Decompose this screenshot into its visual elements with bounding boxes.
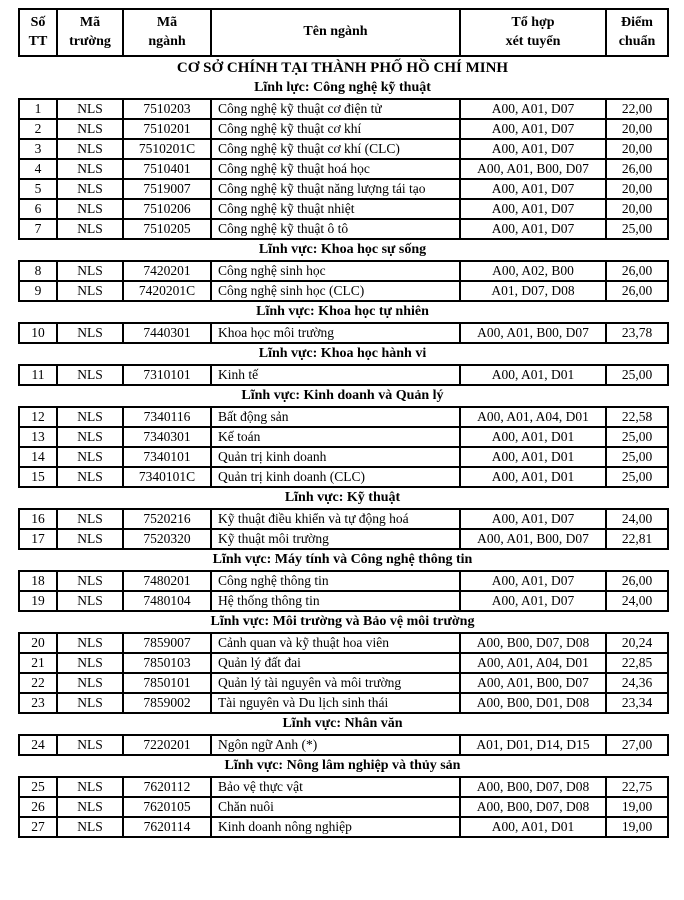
- cell-stt: 10: [19, 323, 57, 343]
- cell-stt: 25: [19, 777, 57, 797]
- cell-stt: 5: [19, 179, 57, 199]
- cell-stt: 9: [19, 281, 57, 301]
- campus-title: CƠ SỞ CHÍNH TẠI THÀNH PHỐ HỒ CHÍ MINH: [176, 60, 509, 76]
- cell-ma_truong: NLS: [57, 365, 123, 385]
- column-header-row: [19, 9, 668, 56]
- section-title: Lĩnh vực: Môi trường và Bảo vệ môi trường: [210, 614, 475, 629]
- cell-stt: 27: [19, 817, 57, 837]
- cell-ma_truong: NLS: [57, 219, 123, 239]
- table-row: [19, 591, 668, 611]
- cell-diem_chuan: 20,00: [606, 139, 668, 159]
- cell-diem_chuan: 24,00: [606, 591, 668, 611]
- table-row: [19, 797, 668, 817]
- cell-to_hop: A00, A01, D07: [460, 99, 606, 119]
- cell-ma_nganh: 7510203: [123, 99, 211, 119]
- table-row: [19, 261, 668, 281]
- cell-ten_nganh: Ngôn ngữ Anh (*): [211, 735, 460, 755]
- cell-to_hop: A00, A01, D01: [460, 467, 606, 487]
- cell-ma_truong: NLS: [57, 777, 123, 797]
- cell-ten_nganh: Tài nguyên và Du lịch sinh thái: [211, 693, 460, 713]
- table-row: [19, 693, 668, 713]
- cell-diem_chuan: 19,00: [606, 817, 668, 837]
- cell-ten_nganh: Công nghệ kỹ thuật nhiệt: [211, 199, 460, 219]
- cell-ma_truong: NLS: [57, 281, 123, 301]
- cell-ma_truong: NLS: [57, 447, 123, 467]
- column-header-diem_chuan: Điểm chuẩn: [606, 9, 668, 56]
- cell-to_hop: A00, A01, B00, D07: [460, 323, 606, 343]
- cell-stt: 8: [19, 261, 57, 281]
- cell-diem_chuan: 26,00: [606, 159, 668, 179]
- cell-diem_chuan: 22,85: [606, 653, 668, 673]
- cell-to_hop: A01, D07, D08: [460, 281, 606, 301]
- cell-ten_nganh: Quản lý đất đai: [211, 653, 460, 673]
- cell-diem_chuan: 24,36: [606, 673, 668, 693]
- section-title: Lĩnh vực: Nhân văn: [282, 716, 403, 731]
- cell-ma_nganh: 7620105: [123, 797, 211, 817]
- cell-ma_nganh: 7310101: [123, 365, 211, 385]
- cell-ma_truong: NLS: [57, 797, 123, 817]
- cell-ten_nganh: Quản trị kinh doanh: [211, 447, 460, 467]
- table-row: [19, 159, 668, 179]
- cell-to_hop: A00, A01, D07: [460, 219, 606, 239]
- cell-ma_truong: NLS: [57, 199, 123, 219]
- cell-to_hop: A00, A01, D07: [460, 139, 606, 159]
- table-row: [19, 467, 668, 487]
- table-row: [19, 509, 668, 529]
- cell-ma_truong: NLS: [57, 633, 123, 653]
- cell-diem_chuan: 23,78: [606, 323, 668, 343]
- cell-ma_nganh: 7480201: [123, 571, 211, 591]
- cell-ma_truong: NLS: [57, 673, 123, 693]
- cell-diem_chuan: 22,75: [606, 777, 668, 797]
- cell-stt: 15: [19, 467, 57, 487]
- cell-ten_nganh: Kế toán: [211, 427, 460, 447]
- cell-stt: 18: [19, 571, 57, 591]
- cell-diem_chuan: 25,00: [606, 219, 668, 239]
- section-table: [18, 570, 669, 612]
- cell-diem_chuan: 25,00: [606, 365, 668, 385]
- cell-ma_truong: NLS: [57, 119, 123, 139]
- cell-ten_nganh: Công nghệ kỹ thuật hoá học: [211, 159, 460, 179]
- cell-to_hop: A01, D01, D14, D15: [460, 735, 606, 755]
- cell-ma_truong: NLS: [57, 99, 123, 119]
- cell-stt: 11: [19, 365, 57, 385]
- cell-to_hop: A00, B00, D07, D08: [460, 797, 606, 817]
- cell-stt: 21: [19, 653, 57, 673]
- column-header-to_hop: Tổ hợp xét tuyển: [460, 9, 606, 56]
- cell-to_hop: A00, A01, D01: [460, 365, 606, 385]
- cell-to_hop: A00, A02, B00: [460, 261, 606, 281]
- cell-ma_nganh: 7520320: [123, 529, 211, 549]
- cell-diem_chuan: 22,81: [606, 529, 668, 549]
- cell-diem_chuan: 27,00: [606, 735, 668, 755]
- section-title: Lĩnh vực: Khoa học sự sống: [258, 242, 427, 257]
- section-title: Lĩnh vực: Kinh doanh và Quản lý: [241, 388, 444, 403]
- cell-to_hop: A00, A01, A04, D01: [460, 407, 606, 427]
- table-row: [19, 199, 668, 219]
- cell-to_hop: A00, B00, D01, D08: [460, 693, 606, 713]
- cell-stt: 4: [19, 159, 57, 179]
- cell-stt: 20: [19, 633, 57, 653]
- cell-ma_nganh: 7340116: [123, 407, 211, 427]
- cell-diem_chuan: 25,00: [606, 427, 668, 447]
- cell-diem_chuan: 26,00: [606, 261, 668, 281]
- section-table: [18, 406, 669, 488]
- cell-ma_nganh: 7850101: [123, 673, 211, 693]
- cell-ma_truong: NLS: [57, 323, 123, 343]
- cell-diem_chuan: 26,00: [606, 571, 668, 591]
- cell-ten_nganh: Công nghệ sinh học: [211, 261, 460, 281]
- cell-ma_nganh: 7859002: [123, 693, 211, 713]
- cell-ma_nganh: 7850103: [123, 653, 211, 673]
- cell-ten_nganh: Kỹ thuật điều khiển và tự động hoá: [211, 509, 460, 529]
- cell-to_hop: A00, A01, B00, D07: [460, 529, 606, 549]
- cell-stt: 26: [19, 797, 57, 817]
- cell-stt: 12: [19, 407, 57, 427]
- cell-stt: 7: [19, 219, 57, 239]
- cell-ten_nganh: Công nghệ kỹ thuật ô tô: [211, 219, 460, 239]
- cell-diem_chuan: 26,00: [606, 281, 668, 301]
- cell-ten_nganh: Chăn nuôi: [211, 797, 460, 817]
- cell-ma_nganh: 7420201: [123, 261, 211, 281]
- cell-ma_nganh: 7510206: [123, 199, 211, 219]
- cell-ten_nganh: Kinh tế: [211, 365, 460, 385]
- cell-to_hop: A00, A01, B00, D07: [460, 159, 606, 179]
- section-title: Lĩnh vực: Nông lâm nghiệp và thủy sản: [224, 758, 461, 773]
- cell-ma_nganh: 7520216: [123, 509, 211, 529]
- cell-ma_nganh: 7340101: [123, 447, 211, 467]
- section-table: [18, 98, 669, 240]
- section-title: Lĩnh vực: Máy tính và Công nghệ thông tin: [212, 552, 473, 567]
- cell-stt: 13: [19, 427, 57, 447]
- cell-ma_truong: NLS: [57, 179, 123, 199]
- table-row: [19, 817, 668, 837]
- cell-ma_nganh: 7510201C: [123, 139, 211, 159]
- cell-ten_nganh: Công nghệ kỹ thuật năng lượng tái tạo: [211, 179, 460, 199]
- cell-ten_nganh: Công nghệ thông tin: [211, 571, 460, 591]
- column-header-ma_truong: Mã trường: [57, 9, 123, 56]
- cell-diem_chuan: 22,58: [606, 407, 668, 427]
- cell-to_hop: A00, A01, D01: [460, 447, 606, 467]
- cell-to_hop: A00, B00, D07, D08: [460, 633, 606, 653]
- cell-ma_truong: NLS: [57, 427, 123, 447]
- cell-ma_nganh: 7510201: [123, 119, 211, 139]
- section-table: [18, 322, 669, 344]
- cell-ma_nganh: 7340101C: [123, 467, 211, 487]
- cell-ma_nganh: 7480104: [123, 591, 211, 611]
- column-header-ten_nganh: Tên ngành: [211, 9, 460, 56]
- cell-ten_nganh: Hệ thống thông tin: [211, 591, 460, 611]
- table-row: [19, 281, 668, 301]
- cell-ten_nganh: Quản trị kinh doanh (CLC): [211, 467, 460, 487]
- cell-ma_truong: NLS: [57, 407, 123, 427]
- cell-stt: 17: [19, 529, 57, 549]
- cell-to_hop: A00, A01, D01: [460, 427, 606, 447]
- cell-ten_nganh: Khoa học môi trường: [211, 323, 460, 343]
- cell-stt: 16: [19, 509, 57, 529]
- section-table: [18, 508, 669, 550]
- cell-ma_nganh: 7220201: [123, 735, 211, 755]
- cell-stt: 22: [19, 673, 57, 693]
- cell-diem_chuan: 20,00: [606, 119, 668, 139]
- cell-to_hop: A00, A01, A04, D01: [460, 653, 606, 673]
- cell-ma_truong: NLS: [57, 735, 123, 755]
- cell-ma_nganh: 7440301: [123, 323, 211, 343]
- cell-stt: 14: [19, 447, 57, 467]
- table-row: [19, 735, 668, 755]
- cell-ma_truong: NLS: [57, 817, 123, 837]
- section-table: [18, 776, 669, 838]
- cell-stt: 23: [19, 693, 57, 713]
- cell-stt: 3: [19, 139, 57, 159]
- table-row: [19, 447, 668, 467]
- cell-stt: 2: [19, 119, 57, 139]
- section-title: Lĩnh vực: Khoa học hành vi: [258, 346, 427, 361]
- cell-ma_truong: NLS: [57, 139, 123, 159]
- cell-ten_nganh: Quản lý tài nguyên và môi trường: [211, 673, 460, 693]
- cell-ten_nganh: Bảo vệ thực vật: [211, 777, 460, 797]
- cell-to_hop: A00, A01, D07: [460, 571, 606, 591]
- table-row: [19, 571, 668, 591]
- cell-ten_nganh: Cảnh quan và kỹ thuật hoa viên: [211, 633, 460, 653]
- cell-diem_chuan: 22,00: [606, 99, 668, 119]
- cell-to_hop: A00, B00, D07, D08: [460, 777, 606, 797]
- cell-ten_nganh: Công nghệ kỹ thuật cơ điện tử: [211, 99, 460, 119]
- cell-to_hop: A00, A01, B00, D07: [460, 673, 606, 693]
- cell-to_hop: A00, A01, D07: [460, 509, 606, 529]
- table-row: [19, 633, 668, 653]
- table-row: [19, 653, 668, 673]
- cell-ten_nganh: Công nghệ kỹ thuật cơ khí: [211, 119, 460, 139]
- cell-ten_nganh: Kinh doanh nông nghiệp: [211, 817, 460, 837]
- cell-ma_truong: NLS: [57, 693, 123, 713]
- table-row: [19, 119, 668, 139]
- table-row: [19, 529, 668, 549]
- cell-diem_chuan: 19,00: [606, 797, 668, 817]
- cell-ten_nganh: Công nghệ kỹ thuật cơ khí (CLC): [211, 139, 460, 159]
- cell-diem_chuan: 20,00: [606, 179, 668, 199]
- table-row: [19, 673, 668, 693]
- cell-to_hop: A00, A01, D07: [460, 591, 606, 611]
- cell-ma_nganh: 7510401: [123, 159, 211, 179]
- table-row: [19, 407, 668, 427]
- cell-diem_chuan: 25,00: [606, 447, 668, 467]
- table-row: [19, 179, 668, 199]
- cell-ma_truong: NLS: [57, 591, 123, 611]
- cell-ma_truong: NLS: [57, 571, 123, 591]
- cell-ten_nganh: Bất động sản: [211, 407, 460, 427]
- section-title: Lĩnh lực: Công nghệ kỹ thuật: [254, 80, 431, 95]
- cell-stt: 6: [19, 199, 57, 219]
- table-row: [19, 365, 668, 385]
- cell-stt: 19: [19, 591, 57, 611]
- cell-to_hop: A00, A01, D01: [460, 817, 606, 837]
- cell-ma_truong: NLS: [57, 529, 123, 549]
- section-title: Lĩnh vực: Kỹ thuật: [284, 490, 401, 505]
- table-row: [19, 139, 668, 159]
- table-row: [19, 777, 668, 797]
- cell-diem_chuan: 23,34: [606, 693, 668, 713]
- cell-ma_truong: NLS: [57, 159, 123, 179]
- cell-diem_chuan: 25,00: [606, 467, 668, 487]
- cell-ma_truong: NLS: [57, 509, 123, 529]
- cell-to_hop: A00, A01, D07: [460, 179, 606, 199]
- column-header-table: [18, 8, 669, 57]
- table-row: [19, 219, 668, 239]
- cell-ma_nganh: 7620114: [123, 817, 211, 837]
- cell-ma_nganh: 7620112: [123, 777, 211, 797]
- column-header-ma_nganh: Mã ngành: [123, 9, 211, 56]
- section-table: [18, 632, 669, 714]
- section-table: [18, 734, 669, 756]
- cell-ma_nganh: 7519007: [123, 179, 211, 199]
- cell-ma_nganh: 7510205: [123, 219, 211, 239]
- section-title: Lĩnh vực: Khoa học tự nhiên: [256, 304, 429, 319]
- cell-ma_truong: NLS: [57, 653, 123, 673]
- cell-to_hop: A00, A01, D07: [460, 119, 606, 139]
- table-row: [19, 99, 668, 119]
- cell-diem_chuan: 24,00: [606, 509, 668, 529]
- cell-stt: 24: [19, 735, 57, 755]
- section-table: [18, 260, 669, 302]
- cell-ten_nganh: Công nghệ sinh học (CLC): [211, 281, 460, 301]
- cell-ma_nganh: 7859007: [123, 633, 211, 653]
- cell-ma_nganh: 7340301: [123, 427, 211, 447]
- cell-ma_truong: NLS: [57, 467, 123, 487]
- cell-diem_chuan: 20,24: [606, 633, 668, 653]
- table-row: [19, 323, 668, 343]
- table-row: [19, 427, 668, 447]
- section-table: [18, 364, 669, 386]
- cell-diem_chuan: 20,00: [606, 199, 668, 219]
- column-header-stt: Số TT: [19, 9, 57, 56]
- cell-ma_truong: NLS: [57, 261, 123, 281]
- cell-stt: 1: [19, 99, 57, 119]
- cell-ten_nganh: Kỹ thuật môi trường: [211, 529, 460, 549]
- sections-container: [18, 78, 667, 838]
- cell-ma_nganh: 7420201C: [123, 281, 211, 301]
- cell-to_hop: A00, A01, D07: [460, 199, 606, 219]
